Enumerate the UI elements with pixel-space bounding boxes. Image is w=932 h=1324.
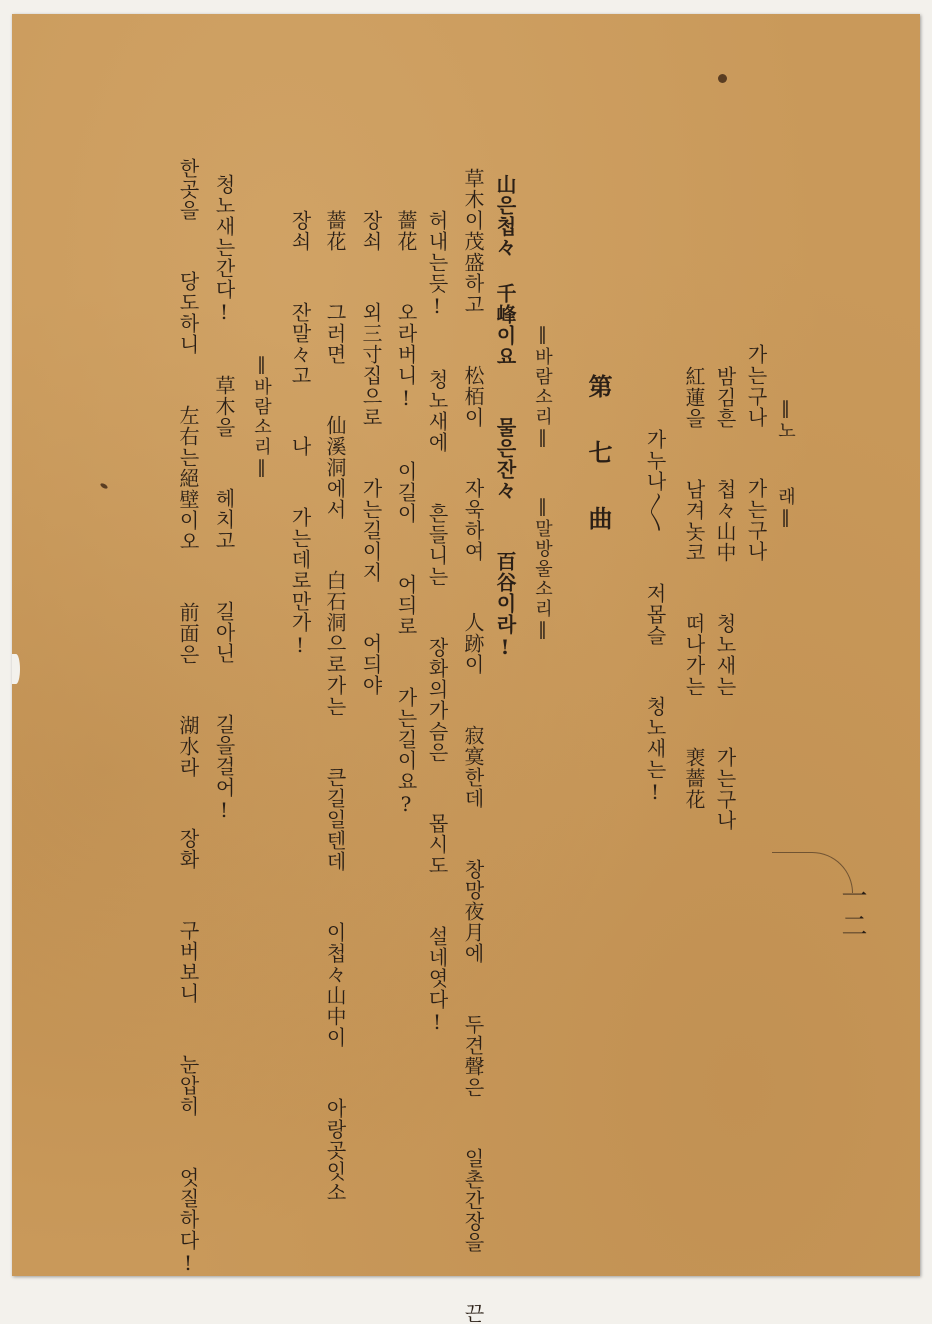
body-line: 薔花 오라버니! 이길이 어듸로 가는길이요? bbox=[394, 210, 418, 817]
page-edge-tear bbox=[12, 654, 20, 684]
body-line: 草木이茂盛하고 松栢이 자욱하여 人跡이 寂寞한데 창망夜月에 두견聲은 일촌간장을 끈 bbox=[461, 168, 485, 1324]
song-line: 紅蓮을 남겨놋코 떠나가는 裵薔花 bbox=[682, 366, 706, 810]
page-number: 一二 bbox=[837, 882, 867, 942]
sound-marker: ‖바람소리‖ ‖말방울소리‖ bbox=[532, 324, 553, 642]
ink-spot bbox=[718, 74, 727, 83]
body-line: 薔花 그러면 仙溪洞에서 白石洞으로가는 큰길일텐데 이첩々山中이 아랑곳잇소 bbox=[323, 210, 347, 1203]
song-marker: ‖노 래‖ bbox=[775, 398, 796, 530]
chapter-title: 第七曲 bbox=[584, 374, 613, 572]
paper-page bbox=[12, 14, 920, 1324]
song-line: 가는구나 가는구나 bbox=[744, 344, 768, 562]
body-line: 장쇠 외三寸집으로 가는길이지 어듸야 bbox=[359, 210, 383, 696]
body-line: 장쇠 잔말々고 나 가는데로만가! bbox=[288, 210, 312, 658]
closing-line: 한곳을 당도하니 左右는絕壁이오 前面은 湖水라 장화 구버보니 눈압히 엇질하다! bbox=[176, 158, 200, 1276]
body-line: 허내는듯! 청노새에 흔들니는 장화의가슴은 몹시도 설네엿다! bbox=[425, 210, 449, 1035]
closing-line: 청노새는간다! 草木을 헤치고 길아닌 길을걸어! bbox=[212, 174, 236, 823]
song-line: 가누나〳〵 저몹슬 청노새는! bbox=[643, 429, 667, 805]
ink-spot bbox=[100, 482, 109, 489]
sound-marker: ‖바람소리‖ bbox=[251, 354, 272, 480]
pencil-mark bbox=[772, 852, 853, 893]
body-line: 山은첩々 千峰이요 물은잔々 百谷이라! bbox=[493, 174, 517, 660]
song-line: 밤김흔 첩々山中 청노새는 가는구나 bbox=[713, 366, 737, 831]
